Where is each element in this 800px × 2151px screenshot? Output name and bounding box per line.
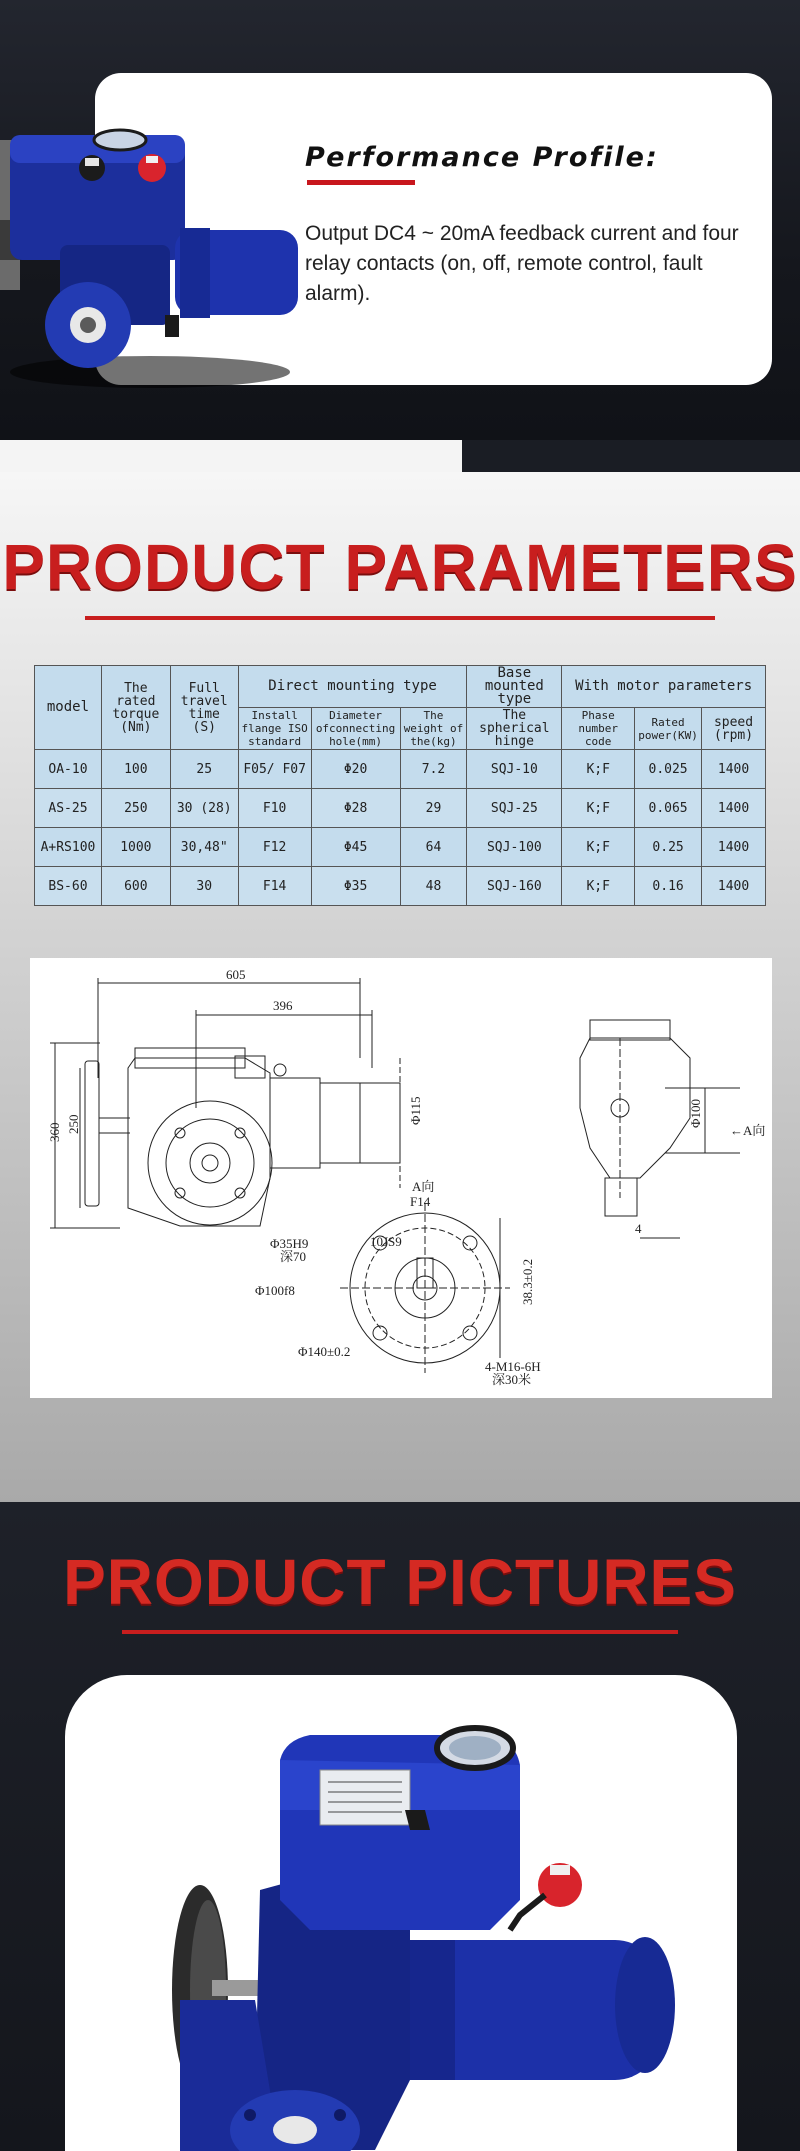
pictures-heading-underline [122,1630,678,1634]
cell-time: 30,48" [170,828,238,867]
cell-flange: F10 [238,789,311,828]
cell-diameter: Φ45 [311,828,400,867]
dim-4: 4 [635,1221,642,1236]
header-rated-torque-label: The rated torque [112,680,160,722]
section-divider-strip [0,440,462,472]
actuator-image-small [0,110,305,400]
dim-360: 360 [47,1122,62,1142]
cell-model: OA-10 [35,750,102,789]
header-model: model [35,666,102,750]
spigot-label: Φ100f8 [255,1283,295,1298]
cell-model: A+RS100 [35,828,102,867]
cell-weight: 7.2 [400,750,467,789]
cell-diameter: Φ35 [311,867,400,906]
cell-hinge: SQJ-10 [467,750,562,789]
cell-flange: F12 [238,828,311,867]
parameters-heading: PRODUCT PARAMETERS [2,531,798,603]
header-flange: Install flange ISO standard [238,708,311,750]
cell-hinge: SQJ-25 [467,789,562,828]
cell-power: 0.065 [635,789,702,828]
header-motor-params: With motor parameters [562,666,766,708]
table-row [35,750,766,789]
cell-power: 0.25 [635,828,702,867]
header-speed-unit: (rpm) [713,727,754,743]
cell-torque: 100 [101,750,170,789]
header-diameter: Diameter ofconnecting hole(mm) [311,708,400,750]
cell-phase: K;F [562,750,635,789]
view-label-a: A向 [412,1179,435,1194]
cell-flange: F14 [238,867,311,906]
cell-speed: 1400 [702,828,766,867]
cell-weight: 29 [400,789,467,828]
cell-weight: 48 [400,867,467,906]
header-speed-label: speed [713,714,754,730]
flange-label: F14 [410,1194,431,1209]
cell-phase: K;F [562,867,635,906]
title-underline [307,180,415,185]
dimension-drawing [30,958,772,1398]
actuator-image-large [160,1700,700,2151]
keyway-label: 10JS9 [370,1234,402,1249]
table-row [35,828,766,867]
header-travel-time [170,666,238,750]
cell-phase: K;F [562,828,635,867]
cell-weight: 64 [400,828,467,867]
cell-torque: 1000 [101,828,170,867]
table-row [35,789,766,828]
dim-396: 396 [273,998,293,1013]
cell-flange: F05/ F07 [238,750,311,789]
cell-speed: 1400 [702,750,766,789]
cell-torque: 600 [101,867,170,906]
cell-speed: 1400 [702,867,766,906]
cell-power: 0.025 [635,750,702,789]
cell-time: 30 (28) [170,789,238,828]
parameters-heading-underline [85,616,715,620]
cell-hinge: SQJ-100 [467,828,562,867]
cell-model: BS-60 [35,867,102,906]
header-travel-time-unit: (S) [192,719,216,735]
header-phase: Phase number code [562,708,635,750]
header-speed [702,708,766,750]
depth-label: 深70 [280,1249,307,1264]
dim-250: 250 [66,1114,81,1134]
performance-title: Performance Profile: [305,142,659,173]
pcd-label: Φ140±0.2 [298,1344,351,1359]
cell-time: 25 [170,750,238,789]
view-arrow-a: ←A向 [730,1123,766,1138]
dim-605: 605 [226,967,246,982]
dim-115: Φ115 [408,1096,423,1125]
table-row [35,867,766,906]
header-base-mounted: Base mounted type [467,666,562,708]
dim-100: Φ100 [688,1098,703,1128]
hole-label: Φ35H9 [270,1236,309,1251]
header-direct-mounting: Direct mounting type [238,666,467,708]
header-power: Rated power(KW) [635,708,702,750]
cell-hinge: SQJ-160 [467,867,562,906]
key-height-label: 38.3±0.2 [520,1258,535,1305]
thread-depth-label: 深30米 [492,1372,532,1387]
header-weight: The weight of the(kg) [400,708,467,750]
performance-description: Output DC4 ~ 20mA feedback current and four relay contacts (on, off, remote control, fault alarm). [305,222,739,305]
cell-time: 30 [170,867,238,906]
cell-diameter: Φ28 [311,789,400,828]
cell-diameter: Φ20 [311,750,400,789]
cell-speed: 1400 [702,789,766,828]
thread-label: 4-M16-6H [485,1359,541,1374]
cell-power: 0.16 [635,867,702,906]
parameters-table [34,665,766,906]
header-travel-time-label: Full travel time [180,680,228,722]
pictures-heading: PRODUCT PICTURES [63,1546,737,1618]
header-rated-torque [101,666,170,750]
cell-phase: K;F [562,789,635,828]
cell-model: AS-25 [35,789,102,828]
cell-torque: 250 [101,789,170,828]
header-rated-torque-unit: (Nm) [120,719,152,735]
header-spherical-hinge: The spherical hinge [467,708,562,750]
